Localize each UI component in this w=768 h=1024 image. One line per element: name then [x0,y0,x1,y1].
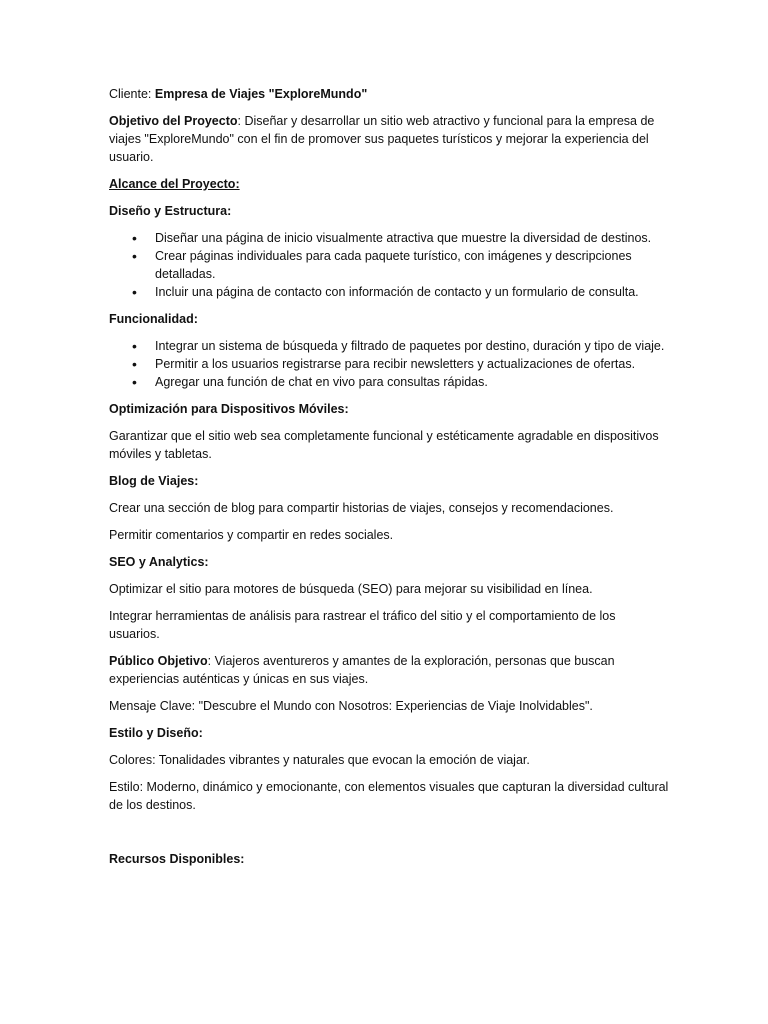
cliente-value: Empresa de Viajes "ExploreMundo" [154,87,368,101]
publico-label: Público Objetivo [109,654,208,668]
blog-text-1: Crear una sección de blog para compartir historias de viajes, consejos y recomendaciones. [109,501,614,515]
seo-text-2: Integrar herramientas de análisis para rastrear el tráfico del sitio y el comportamiento de los usuarios. [109,609,616,641]
publico-paragraph [109,652,669,688]
bullet-icon: • [132,374,137,390]
estilo-heading: Estilo y Diseño: [109,726,203,740]
list-item [109,355,669,373]
diseno-list [109,229,669,301]
publico-text: : Viajeros aventureros y amantes de la exploración, personas que buscan experiencias auténticas y únicas en sus viajes. [109,654,615,686]
list-item [109,229,669,247]
seo-heading: SEO y Analytics: [109,555,209,569]
list-item-text: Diseñar una página de inicio visualmente atractiva que muestre la diversidad de destinos. [155,231,652,245]
list-item-text: Agregar una función de chat en vivo para consultas rápidas. [155,375,488,389]
document-page [109,85,669,877]
bullet-icon: • [132,284,137,300]
moviles-text: Garantizar que el sitio web sea completamente funcional y estéticamente agradable en dispositivos móviles y tabletas. [109,429,659,461]
bullet-icon: • [132,248,137,264]
seo-text-1: Optimizar el sitio para motores de búsqueda (SEO) para mejorar su visibilidad en línea. [109,582,593,596]
list-item [109,373,669,391]
bullet-icon: • [132,230,137,246]
objetivo-label: Objetivo del Proyecto [109,114,238,128]
objetivo-paragraph [109,112,669,166]
diseno-heading: Diseño y Estructura: [109,204,232,218]
list-item [109,337,669,355]
list-item-text: Permitir a los usuarios registrarse para recibir newsletters y actualizaciones de ofertas. [155,357,636,371]
cliente-label: Cliente: [109,87,152,101]
cliente-line [109,85,669,103]
estilo-text: Estilo: Moderno, dinámico y emocionante, con elementos visuales que capturan la diversidad cultural de los destinos. [109,780,669,812]
list-item-text: Crear páginas individuales para cada paquete turístico, con imágenes y descripciones detalladas. [155,249,632,281]
bullet-icon: • [132,338,137,354]
recursos-heading: Recursos Disponibles: [109,852,245,866]
bullet-icon: • [132,356,137,372]
list-item [109,247,669,283]
moviles-heading: Optimización para Dispositivos Móviles: [109,402,349,416]
objetivo-text: : Diseñar y desarrollar un sitio web atractivo y funcional para la empresa de viajes "ExploreMundo" con el fin de promover sus paquetes turísticos y mejorar la experiencia del usuario. [109,114,655,164]
alcance-heading: Alcance del Proyecto: [109,177,240,191]
estilo-colores: Colores: Tonalidades vibrantes y naturales que evocan la emoción de viajar. [109,753,530,767]
funcionalidad-list [109,337,669,391]
blog-text-2: Permitir comentarios y compartir en redes sociales. [109,528,394,542]
list-item-text: Integrar un sistema de búsqueda y filtrado de paquetes por destino, duración y tipo de viaje. [155,339,665,353]
mensaje-clave: Mensaje Clave: "Descubre el Mundo con Nosotros: Experiencias de Viaje Inolvidables". [109,699,593,713]
list-item-text: Incluir una página de contacto con información de contacto y un formulario de consulta. [155,285,639,299]
list-item [109,283,669,301]
blog-heading: Blog de Viajes: [109,474,199,488]
funcionalidad-heading: Funcionalidad: [109,312,198,326]
